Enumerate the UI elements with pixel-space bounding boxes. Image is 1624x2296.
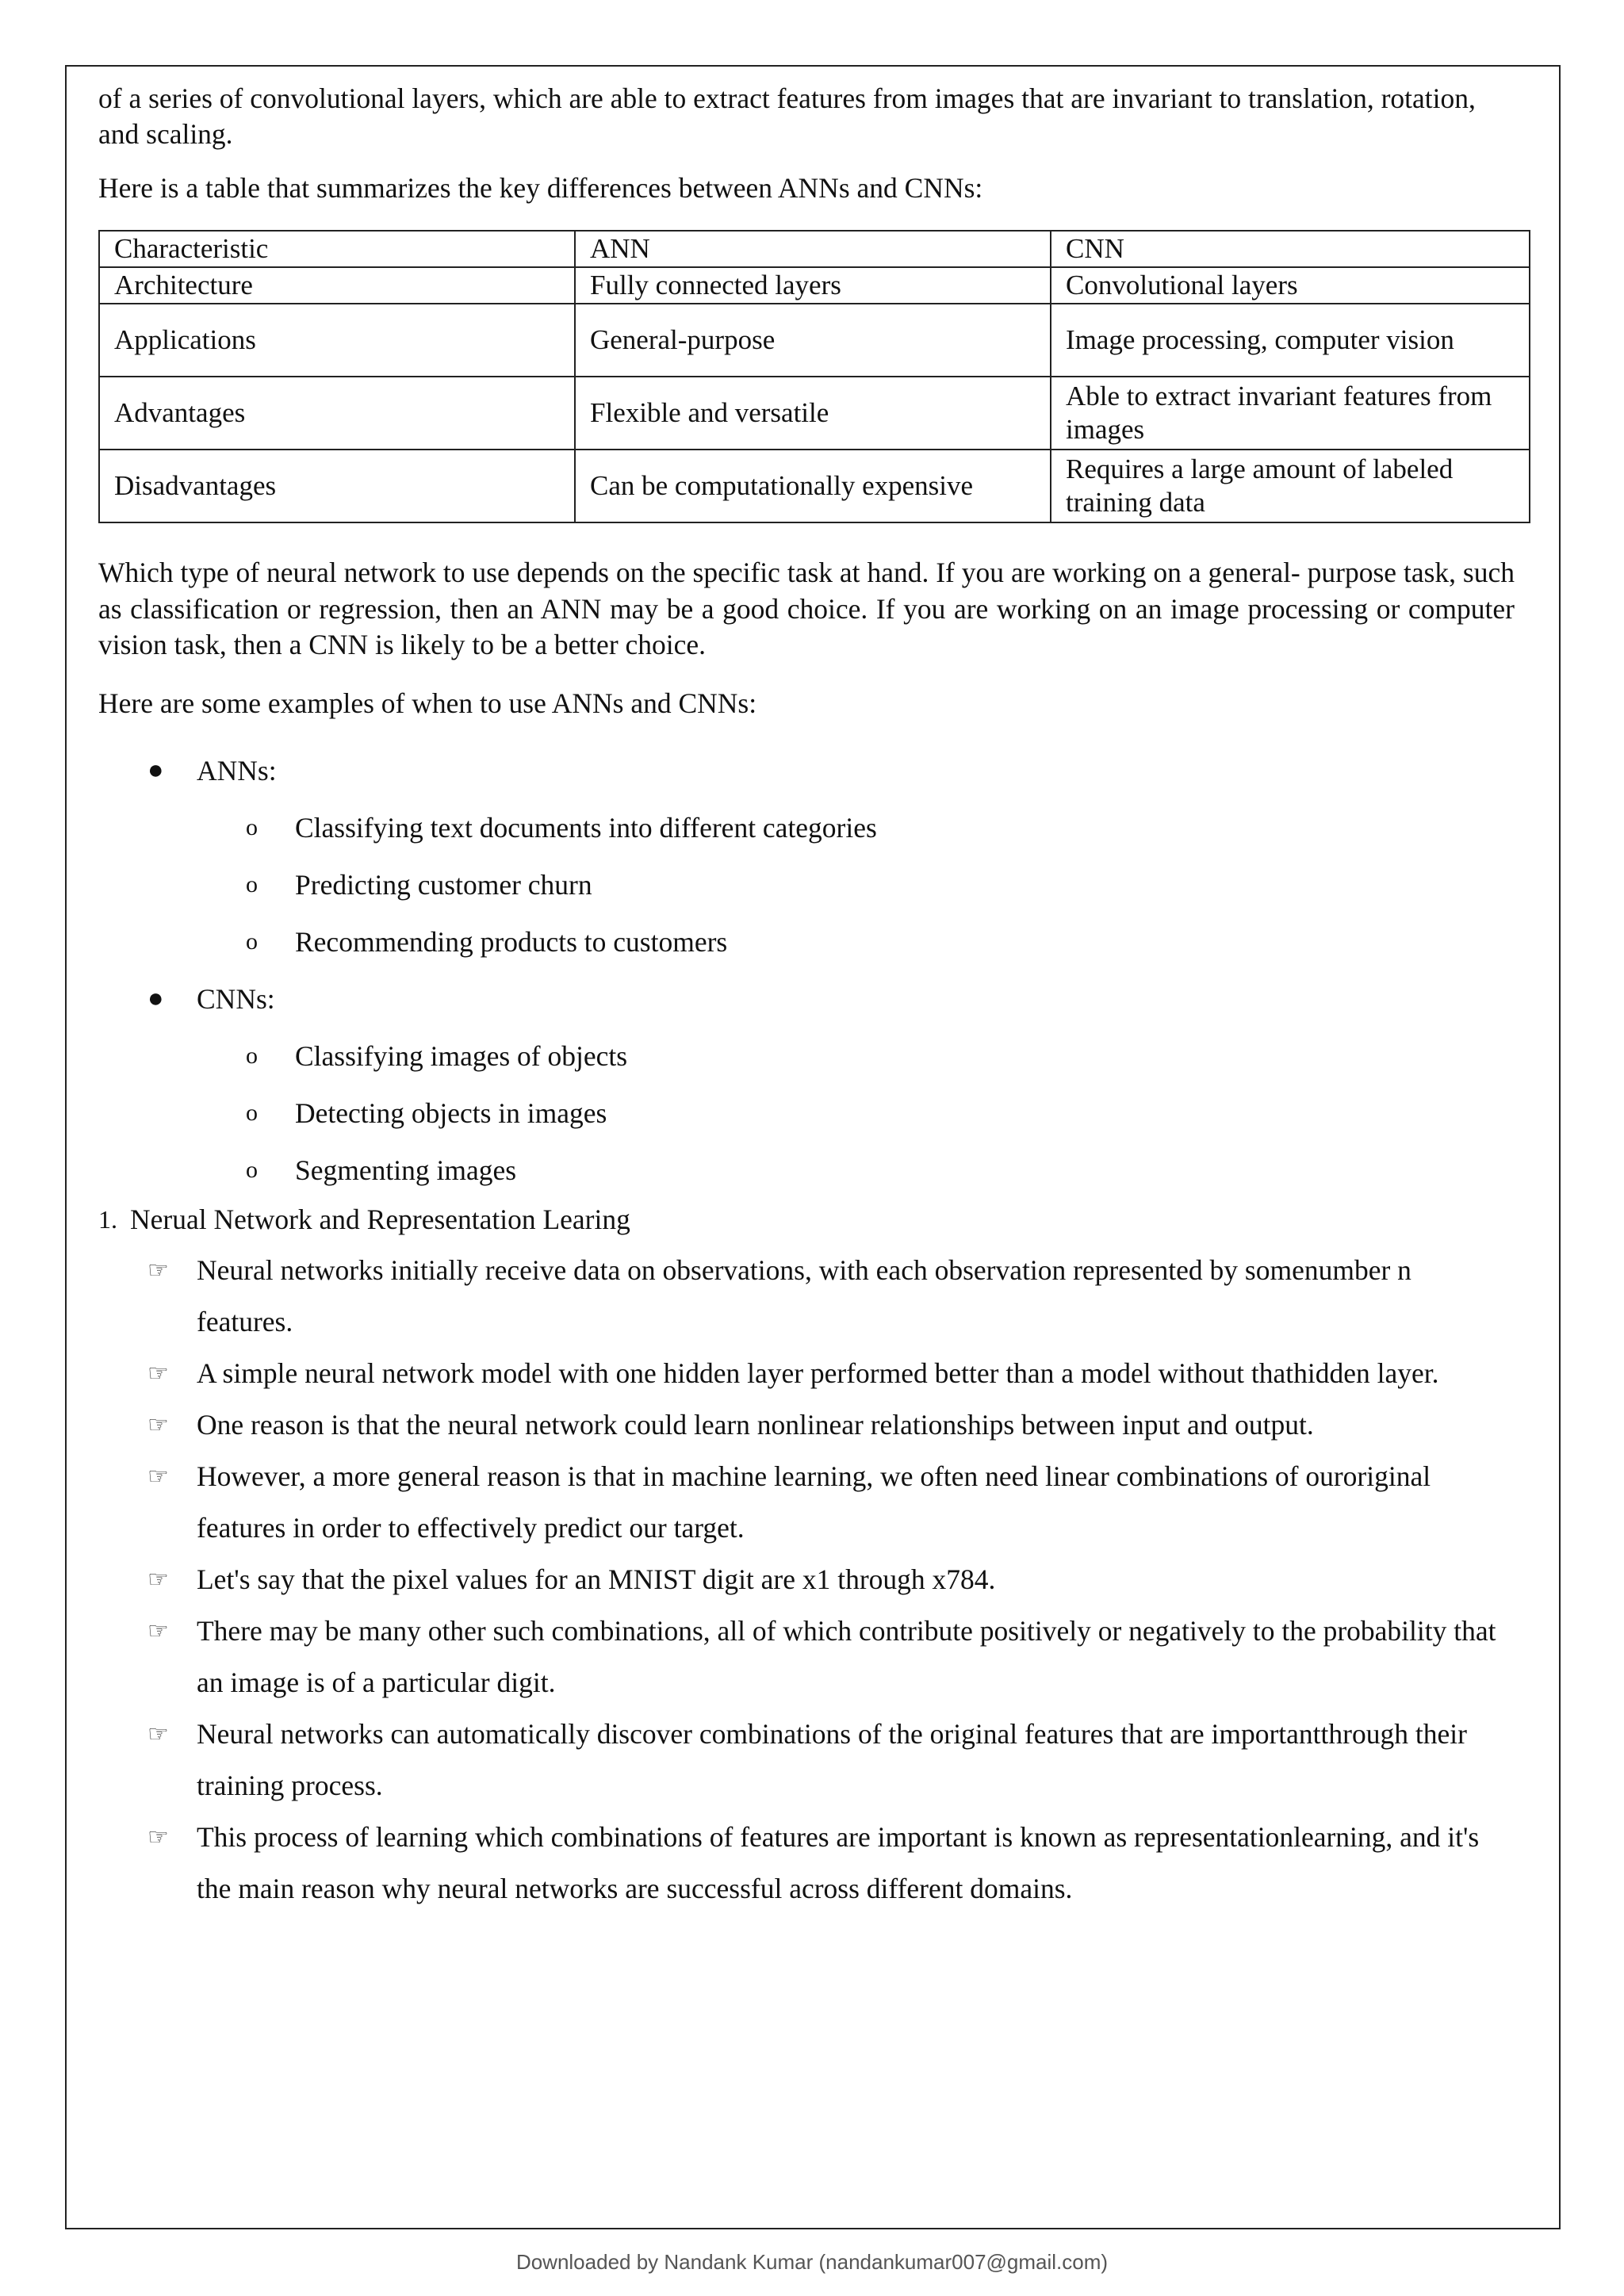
section-title: Nerual Network and Representation Learing bbox=[130, 1203, 630, 1236]
pointing-hand-icon: ☞ bbox=[147, 1824, 169, 1851]
list-item-text: There may be many other such combinations, all of which contribute positively or negatively to the probability that an image is of a particular digit. bbox=[197, 1615, 1496, 1699]
examples-list bbox=[98, 742, 1515, 799]
list-item-text: Neural networks initially receive data on observations, with each observation represented by somenumber n features. bbox=[197, 1254, 1411, 1338]
pointing-hand-icon: ☞ bbox=[147, 1567, 169, 1594]
list-item bbox=[98, 913, 1515, 970]
choice-paragraph: Which type of neural network to use depends on the specific task at hand. If you are working on a general- purpose task, such as classification or regression, then an ANN may be a good choice. If you are working on an image processing or computer vision task, then a CNN is likely to be a better choice. bbox=[98, 557, 1515, 661]
circle-bullet-icon: o bbox=[246, 928, 258, 955]
list-item bbox=[98, 1709, 1515, 1812]
table-row bbox=[99, 450, 1530, 522]
list-item bbox=[98, 1027, 1515, 1085]
pointing-hand-icon: ☞ bbox=[147, 1412, 169, 1439]
list-item bbox=[98, 1142, 1515, 1199]
pointing-hand-icon: ☞ bbox=[147, 1464, 169, 1490]
table-header-cell: CNN bbox=[1051, 231, 1530, 267]
table-row bbox=[99, 377, 1530, 450]
table-cell: Convolutional layers bbox=[1051, 267, 1530, 304]
list-item bbox=[98, 1245, 1515, 1348]
table-cell: Disadvantages bbox=[99, 450, 575, 522]
list-item bbox=[98, 1554, 1515, 1605]
examples-list bbox=[98, 970, 1515, 1027]
key-points-list bbox=[98, 1245, 1515, 1915]
table-cell: Fully connected layers bbox=[575, 267, 1051, 304]
table-cell: Can be computationally expensive bbox=[575, 450, 1051, 522]
list-item-text: However, a more general reason is that in machine learning, we often need linear combinations of ouroriginal features in order to effectively predict our target. bbox=[197, 1460, 1431, 1544]
list-item-text: Detecting objects in images bbox=[295, 1097, 607, 1130]
list-item-text: Classifying images of objects bbox=[295, 1040, 628, 1073]
table-row bbox=[99, 304, 1530, 377]
list-item bbox=[98, 742, 1515, 799]
list-item bbox=[98, 1085, 1515, 1142]
list-item-text: Segmenting images bbox=[295, 1154, 517, 1187]
download-footer: Downloaded by Nandank Kumar (nandankumar007@gmail.com) bbox=[515, 2250, 1109, 2274]
section-number: 1. bbox=[98, 1205, 117, 1234]
table-header-cell: ANN bbox=[575, 231, 1051, 267]
list-item-text: A simple neural network model with one hidden layer performed better than a model without thathidden layer. bbox=[197, 1357, 1439, 1390]
list-item bbox=[98, 799, 1515, 856]
section-heading bbox=[98, 1194, 1515, 1245]
list-item bbox=[98, 1605, 1515, 1709]
table-cell: Advantages bbox=[99, 377, 575, 450]
table-intro: Here is a table that summarizes the key differences between ANNs and CNNs: bbox=[98, 171, 983, 204]
circle-bullet-icon: o bbox=[246, 1157, 258, 1184]
pointing-hand-icon: ☞ bbox=[147, 1360, 169, 1387]
bullet-icon: ● bbox=[147, 984, 164, 1014]
pointing-hand-icon: ☞ bbox=[147, 1618, 169, 1645]
list-item bbox=[98, 1348, 1515, 1399]
table-cell: Requires a large amount of labeled training data bbox=[1051, 450, 1530, 522]
ann-examples-list bbox=[98, 799, 1515, 970]
cnn-examples-list bbox=[98, 1027, 1515, 1199]
list-item-text: Neural networks can automatically discover combinations of the original features that are importantthrough their training process. bbox=[197, 1718, 1467, 1802]
table-row bbox=[99, 267, 1530, 304]
list-item bbox=[98, 856, 1515, 913]
table-cell: Applications bbox=[99, 304, 575, 377]
circle-bullet-icon: o bbox=[246, 1043, 258, 1070]
table-cell: Flexible and versatile bbox=[575, 377, 1051, 450]
circle-bullet-icon: o bbox=[246, 871, 258, 898]
table-cell: Architecture bbox=[99, 267, 575, 304]
pointing-hand-icon: ☞ bbox=[147, 1721, 169, 1748]
intro-paragraph: of a series of convolutional layers, which are able to extract features from images that are invariant to translation, rotation, and scaling. bbox=[98, 82, 1476, 151]
list-item bbox=[98, 1812, 1515, 1915]
examples-intro: Here are some examples of when to use ANNs and CNNs: bbox=[98, 687, 757, 719]
list-item-label: ANNs: bbox=[197, 755, 277, 787]
list-item-text: Predicting customer churn bbox=[295, 869, 592, 901]
list-item-text: Let's say that the pixel values for an MNIST digit are x1 through x784. bbox=[197, 1563, 996, 1596]
list-item bbox=[98, 1399, 1515, 1451]
bullet-icon: ● bbox=[147, 756, 164, 786]
table-cell: Able to extract invariant features from images bbox=[1051, 377, 1530, 450]
list-item-text: This process of learning which combinations of features are important is known as representationlearning, and it's the main reason why neural networks are successful across different domains. bbox=[197, 1821, 1480, 1905]
pointing-hand-icon: ☞ bbox=[147, 1257, 169, 1284]
table-cell: General-purpose bbox=[575, 304, 1051, 377]
table-header-row bbox=[99, 231, 1530, 267]
circle-bullet-icon: o bbox=[246, 1100, 258, 1127]
list-item-label: CNNs: bbox=[197, 983, 275, 1016]
list-item-text: Classifying text documents into different categories bbox=[295, 812, 877, 844]
document-body bbox=[98, 81, 1515, 1915]
list-item-text: Recommending products to customers bbox=[295, 926, 728, 959]
list-item bbox=[98, 1451, 1515, 1554]
list-item-text: One reason is that the neural network could learn nonlinear relationships between input and output. bbox=[197, 1409, 1314, 1441]
circle-bullet-icon: o bbox=[246, 814, 258, 841]
table-cell: Image processing, computer vision bbox=[1051, 304, 1530, 377]
table-header-cell: Characteristic bbox=[99, 231, 575, 267]
list-item bbox=[98, 970, 1515, 1027]
comparison-table bbox=[98, 230, 1530, 523]
